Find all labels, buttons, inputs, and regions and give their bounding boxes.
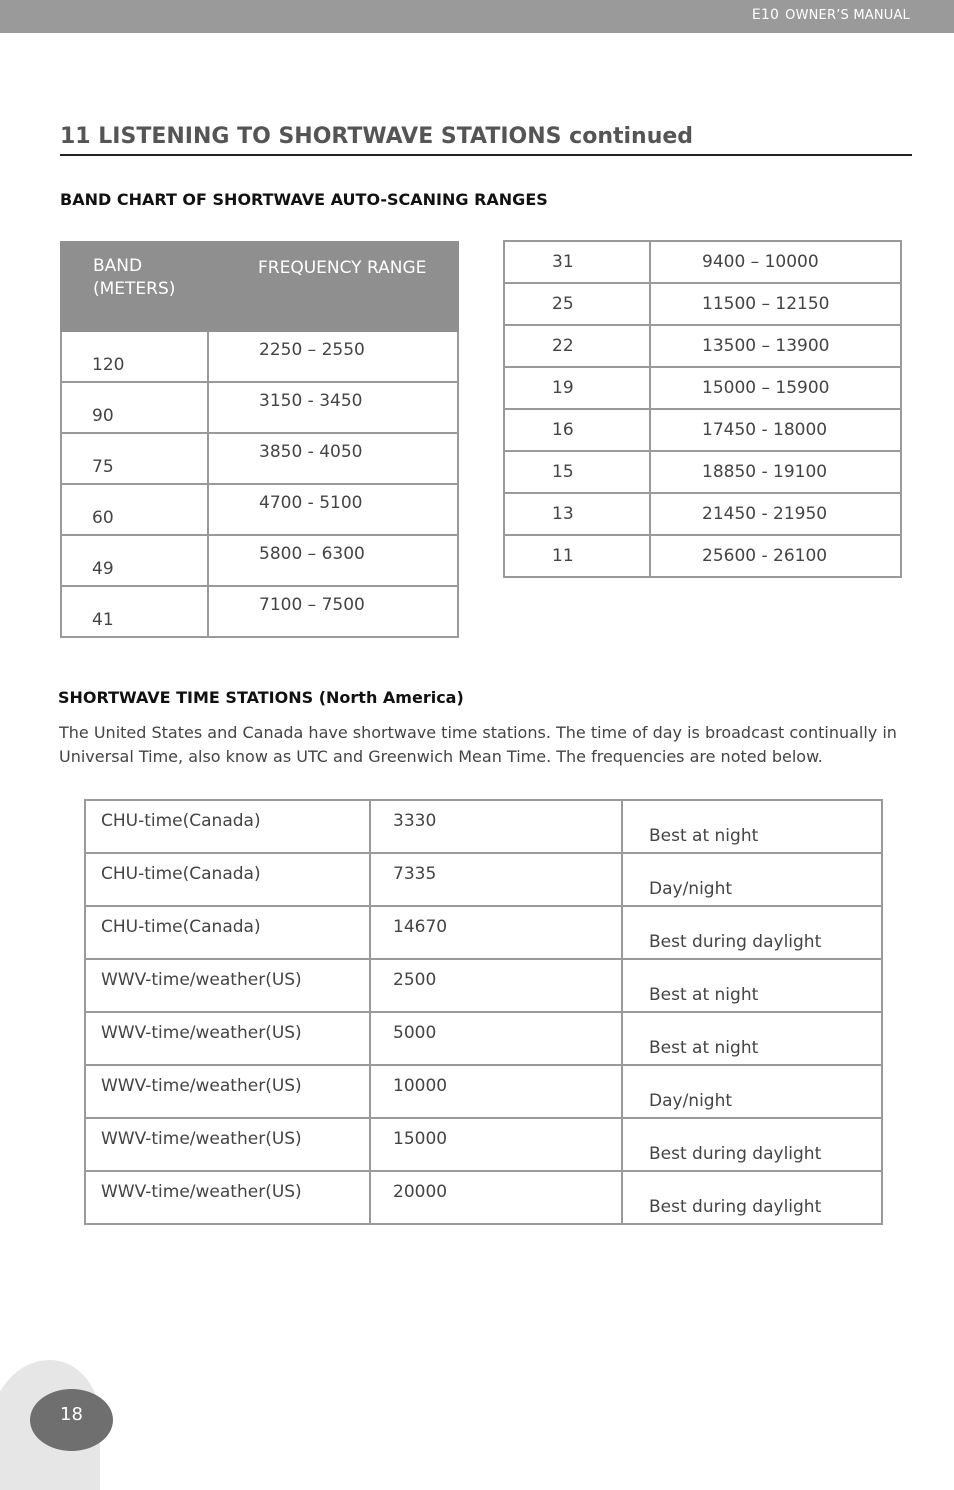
model-name: E10 <box>751 7 780 23</box>
band-chart-table-right <box>503 240 902 578</box>
range-cell: 17450 - 18000 <box>650 409 901 451</box>
band-chart-title: BAND CHART OF SHORTWAVE AUTO-SCANING RANGES <box>60 190 548 209</box>
frequency-column-header: FREQUENCY RANGE <box>208 242 458 331</box>
table-row <box>85 1171 882 1224</box>
range-cell: 21450 - 21950 <box>650 493 901 535</box>
station-frequency-cell: 3330 <box>370 800 622 853</box>
range-cell: 7100 – 7500 <box>208 586 458 637</box>
range-cell: 4700 - 5100 <box>208 484 458 535</box>
station-frequency-cell: 14670 <box>370 906 622 959</box>
table-row <box>85 853 882 906</box>
station-frequency-cell: 20000 <box>370 1171 622 1224</box>
band-cell: 25 <box>504 283 650 325</box>
band-cell: 49 <box>61 535 208 586</box>
time-stations-table <box>84 799 883 1225</box>
station-name-cell: CHU-time(Canada) <box>85 906 370 959</box>
table-row <box>61 535 458 586</box>
table-row <box>85 800 882 853</box>
table-row <box>504 451 901 493</box>
station-frequency-cell: 5000 <box>370 1012 622 1065</box>
band-chart-table-left <box>60 241 459 638</box>
range-cell: 15000 – 15900 <box>650 367 901 409</box>
station-name-cell: WWV-time/weather(US) <box>85 1012 370 1065</box>
reception-note-cell: Best at night <box>622 1012 882 1065</box>
band-column-header <box>61 242 208 331</box>
band-header-line1: BAND <box>93 256 143 276</box>
table-row <box>85 1118 882 1171</box>
band-cell: 16 <box>504 409 650 451</box>
table-row <box>85 959 882 1012</box>
table-row <box>504 409 901 451</box>
band-cell: 90 <box>61 382 208 433</box>
range-cell: 2250 – 2550 <box>208 331 458 382</box>
range-cell: 25600 - 26100 <box>650 535 901 577</box>
band-cell: 31 <box>504 241 650 283</box>
time-stations-title: SHORTWAVE TIME STATIONS (North America) <box>58 688 464 707</box>
reception-note-cell: Day/night <box>622 1065 882 1118</box>
manual-title: OWNER’S MANUAL <box>785 8 910 23</box>
station-frequency-cell: 7335 <box>370 853 622 906</box>
table-row <box>61 484 458 535</box>
running-header <box>752 7 910 23</box>
table-row <box>504 241 901 283</box>
table-header-row <box>61 242 458 331</box>
reception-note-cell: Best at night <box>622 959 882 1012</box>
station-name-cell: WWV-time/weather(US) <box>85 959 370 1012</box>
station-name-cell: WWV-time/weather(US) <box>85 1171 370 1224</box>
table-row <box>504 283 901 325</box>
range-cell: 18850 - 19100 <box>650 451 901 493</box>
reception-note-cell: Best during daylight <box>622 1171 882 1224</box>
table-row <box>61 331 458 382</box>
band-cell: 13 <box>504 493 650 535</box>
band-cell: 41 <box>61 586 208 637</box>
section-title: 11 LISTENING TO SHORTWAVE STATIONS continued <box>60 124 912 156</box>
range-cell: 3150 - 3450 <box>208 382 458 433</box>
reception-note-cell: Best during daylight <box>622 1118 882 1171</box>
band-cell: 11 <box>504 535 650 577</box>
station-frequency-cell: 2500 <box>370 959 622 1012</box>
range-cell: 9400 – 10000 <box>650 241 901 283</box>
station-name-cell: CHU-time(Canada) <box>85 853 370 906</box>
reception-note-cell: Best at night <box>622 800 882 853</box>
band-header-line2: (METERS) <box>93 279 176 299</box>
table-row <box>504 493 901 535</box>
station-frequency-cell: 10000 <box>370 1065 622 1118</box>
band-cell: 15 <box>504 451 650 493</box>
range-cell: 5800 – 6300 <box>208 535 458 586</box>
station-name-cell: CHU-time(Canada) <box>85 800 370 853</box>
table-row <box>85 1012 882 1065</box>
station-name-cell: WWV-time/weather(US) <box>85 1065 370 1118</box>
page-number: 18 <box>30 1389 113 1451</box>
table-row <box>61 586 458 637</box>
table-row <box>85 906 882 959</box>
table-row <box>504 325 901 367</box>
range-cell: 11500 – 12150 <box>650 283 901 325</box>
header-bar <box>0 0 954 33</box>
range-cell: 13500 – 13900 <box>650 325 901 367</box>
table-row <box>504 535 901 577</box>
band-cell: 75 <box>61 433 208 484</box>
table-row <box>61 382 458 433</box>
band-cell: 120 <box>61 331 208 382</box>
reception-note-cell: Best during daylight <box>622 906 882 959</box>
band-cell: 22 <box>504 325 650 367</box>
table-row <box>61 433 458 484</box>
table-row <box>504 367 901 409</box>
station-name-cell: WWV-time/weather(US) <box>85 1118 370 1171</box>
station-frequency-cell: 15000 <box>370 1118 622 1171</box>
table-row <box>85 1065 882 1118</box>
time-stations-description: The United States and Canada have shortwave time stations. The time of day is broadcast continually in Universal Time, also know as UTC and Greenwich Mean Time. The frequencies are noted below. <box>59 723 897 766</box>
range-cell: 3850 - 4050 <box>208 433 458 484</box>
band-cell: 19 <box>504 367 650 409</box>
reception-note-cell: Day/night <box>622 853 882 906</box>
band-cell: 60 <box>61 484 208 535</box>
